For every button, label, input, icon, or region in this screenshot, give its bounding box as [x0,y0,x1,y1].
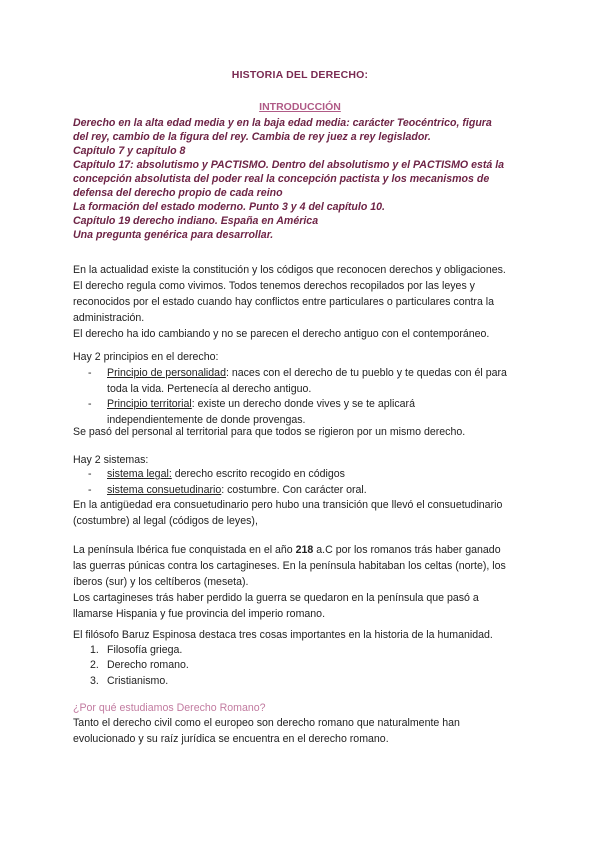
principio-personalidad [107,365,537,397]
principio-text: : existe un derecho donde vives y se te aplicará [191,398,415,410]
intro-line: Capítulo 17: absolutismo y PACTISMO. Dentro del absolutismo y el PACTISMO está la [73,159,505,171]
principio-term: Principio de personalidad [107,367,226,379]
paragraph-line: El derecho ha ido cambiando y no se parecen el derecho antiguo con el contemporáneo. [73,328,490,340]
intro-line: Una pregunta genérica para desarrollar. [73,229,274,241]
paragraph-line: En la actualidad existe la constitución y los códigos que reconocen derechos y obligaciones. [73,264,506,276]
list-item: Cristianismo. [107,675,169,687]
paragraph-line: administración. [73,312,145,324]
intro-block [73,116,543,242]
bullet-dash: - [88,398,92,410]
principio-cont: independientemente de donde provengas. [107,414,306,426]
paragraph-line: El derecho regula como vivimos. Todos tenemos derechos recopilados por las leyes y [73,280,475,292]
paragraph-text: a.C por los romanos trás haber ganado [313,544,501,556]
intro-heading: INTRODUCCIÓN [259,101,341,113]
intro-line: La formación del estado moderno. Punto 3 y 4 del capítulo 10. [73,201,385,213]
bullet-dash: - [88,484,92,496]
principios-outro: Se pasó del personal al territorial para que todos se rigieron por un mismo derecho. [73,426,466,438]
principios-intro: Hay 2 principios en el derecho: [73,351,219,363]
intro-line: Capítulo 19 derecho indiano. España en América [73,215,319,227]
sistema-term: sistema legal: [107,468,172,480]
intro-line: defensa del derecho propio de cada reino [73,187,283,199]
filosofo-intro: El filósofo Baruz Espinosa destaca tres cosas importantes en la historia de la humanidad. [73,629,493,641]
paragraph-derecho [73,262,543,342]
sistema-text: derecho escrito recogido en códigos [171,468,345,480]
paragraph-line: llamarse Hispania y fue provincia del imperio romano. [73,608,326,620]
list-number: 3. [90,675,99,687]
paragraph-line: En la antigüedad era consuetudinario pero hubo una transición que llevó el consuetudinario [73,499,503,511]
bullet-dash: - [88,468,92,480]
paragraph-line: (costumbre) al legal (códigos de leyes), [73,515,258,527]
year-highlight: 218 [295,544,314,556]
list-item: Filosofía griega. [107,644,183,656]
document-title: HISTORIA DEL DERECHO: [231,69,369,81]
intro-line: concepción absolutista del poder real la concepción pactista y los mecanismos de [73,173,490,185]
paragraph-line: Los cartagineses trás haber perdido la guerra se quedaron en la península que pasó a [73,592,479,604]
sistemas-intro: Hay 2 sistemas: [73,454,149,466]
list-number: 1. [90,644,99,656]
paragraph-line: reconocidos por el estado cuando hay conflictos entre particulares o particulares contra la [73,296,495,308]
paragraph-romano [73,715,543,747]
principio-term: Principio territorial [107,398,192,410]
sistemas-outro [73,497,543,529]
paragraph-peninsula [73,542,543,622]
principio-text: : naces con el derecho de tu pueblo y te quedas con él para [225,367,507,379]
bullet-dash: - [88,367,92,379]
intro-line: Derecho en la alta edad media y en la baja edad media: carácter Teocéntrico, figura [73,117,492,129]
paragraph-line: las guerras púnicas contra los cartagineses. En la península habitaban los celtas (norte), los [73,560,506,572]
romano-question-heading: ¿Por qué estudiamos Derecho Romano? [73,702,266,714]
sistema-term: sistema consuetudinario [107,484,222,496]
paragraph-text: La península Ibérica fue conquistada en el año [73,544,296,556]
paragraph-line: evolucionado y su raíz jurídica se encuentra en el derecho romano. [73,733,389,745]
paragraph-line: Tanto el derecho civil como el europeo son derecho romano que naturalmente han [73,717,460,729]
sistema-consuetudinario [107,482,367,498]
intro-line: Capítulo 7 y capítulo 8 [73,145,186,157]
principio-cont: toda la vida. Pertenecía al derecho antiguo. [107,383,312,395]
list-item: Derecho romano. [107,659,189,671]
sistema-text: : costumbre. Con carácter oral. [221,484,367,496]
intro-line: del rey, cambio de la figura del rey. Cambia de rey juez a rey legislador. [73,131,431,143]
list-number: 2. [90,659,99,671]
sistema-legal [107,466,345,482]
paragraph-line: íberos (sur) y los celtíberos (meseta). [73,576,249,588]
